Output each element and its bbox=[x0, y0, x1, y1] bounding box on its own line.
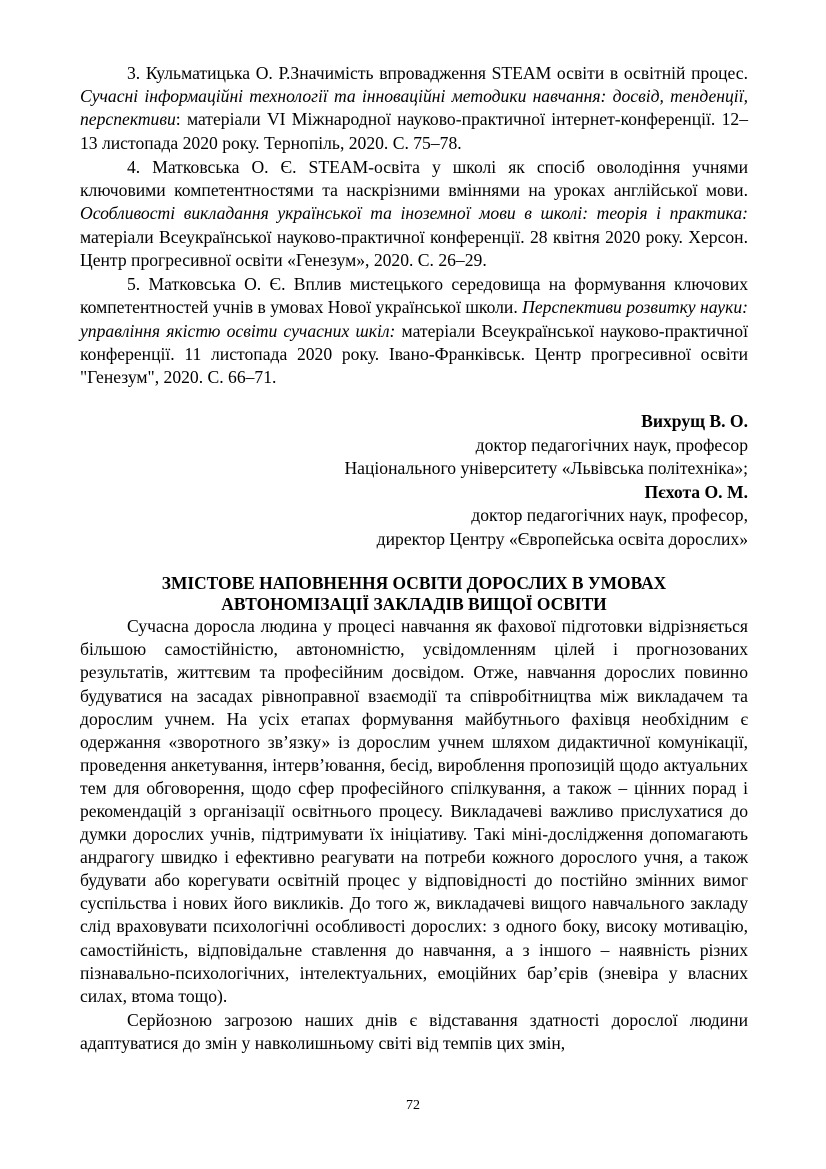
body-paragraph: Сучасна доросла людина у процесі навчання як фахової підготовки відрізняється більшою самостійністю, автономністю, усвідомленням цілей і прогнозованих результатів, життєвим та професійним досвідом. Отже, навчання дорослих повинно будуватися на засадах рівноправної взаємодії та співробітництва між викладачем та дорослим учнем. На усіх етапах формування майбутнього фахівця необхідним є одержання «зворотного зв’язку» із дорослим учнем шляхом дидактичної комунікації, проведення анкетування, інтерв’ювання, бесід, вироблення пропозицій щодо актуальних тем для обговорення, щодо сфер професійного спілкування, а також – цінних порад і рекомендацій з організації освітнього процесу. Викладачеві важливо прислухатися до думки дорослих учнів, підтримувати їх ініціативу. Такі міні-дослідження допомагають андрагогу швидко і ефективно реагувати на потреби кожного дорослого учня, а також будувати або корегувати освітній процес у відповідності до постійно змінних вимог суспільства і нових його викликів. До того ж, викладачеві вищого навчального закладу слід враховувати психологічні особливості дорослих: з одного боку, високу мотивацію, самостійність, відповідальне ставлення до навчання, а з іншого – наявність різних пізнавально-психологічних, інтелектуальних, емоційних бар’єрів (зневіра у власних силах, втома тощо). bbox=[80, 616, 748, 1006]
author-block bbox=[80, 410, 748, 551]
reference-list bbox=[80, 62, 748, 389]
author-name: Пєхота О. М. bbox=[644, 481, 748, 502]
article-title: ЗМІСТОВЕ НАПОВНЕННЯ ОСВІТИ ДОРОСЛИХ В УМОВАХ АВТОНОМІЗАЦІЇ ЗАКЛАДІВ ВИЩОЇ ОСВІТИ bbox=[161, 573, 667, 615]
author-affiliation: доктор педагогічних наук, професор, bbox=[471, 505, 748, 526]
page-content bbox=[80, 62, 748, 1055]
reference-item: 4. Матковська О. Є. STEAM-освіта у школі як спосіб оволодіння учнями ключовими компетентностями та наскрізними вміннями на уроках англійської мови. Особливості викладання української та іноземної мови в школі: теорія і практика: матеріали Всеукраїнської науково-практичної конференції. 28 квітня 2020 року. Херсон. Центр прогресивної освіти «Генезум», 2020. С. 26–29. bbox=[80, 157, 748, 270]
author-name: Вихрущ В. О. bbox=[641, 411, 748, 432]
article-body bbox=[80, 615, 748, 1055]
author-affiliation: доктор педагогічних наук, професор bbox=[475, 434, 748, 455]
reference-item: 3. Кульматицька О. Р.Значимість впровадження STEAM освіти в освітній процес. Сучасні інформаційні технології та інноваційні методики навчання: досвід, тенденції, перспективи: матеріали VI Міжнародної науково-практичної інтернет-конференції. 12–13 листопада 2020 року. Тернопіль, 2020. С. 75–78. bbox=[80, 63, 748, 153]
body-paragraph: Серйозною загрозою наших днів є відставання здатності дорослої людини адаптуватися до змін у навколишньому світі від темпів цих змін, bbox=[80, 1009, 748, 1053]
page-number: 72 bbox=[406, 1098, 420, 1113]
reference-item: 5. Матковська О. Є. Вплив мистецького середовища на формування ключових компетентностей учнів в умовах Нової української школи. Перспективи розвитку науки: управління якістю освіти сучасних шкіл: матеріали Всеукраїнської науково-практичної конференції. 11 листопада 2020 року. Івано-Франківськ. Центр прогресивної освіти "Генезум", 2020. С. 66–71. bbox=[80, 274, 748, 388]
author-affiliation: Національного університету «Львівська політехніка»; bbox=[344, 458, 748, 479]
author-affiliation: директор Центру «Європейська освіта дорослих» bbox=[376, 528, 748, 549]
